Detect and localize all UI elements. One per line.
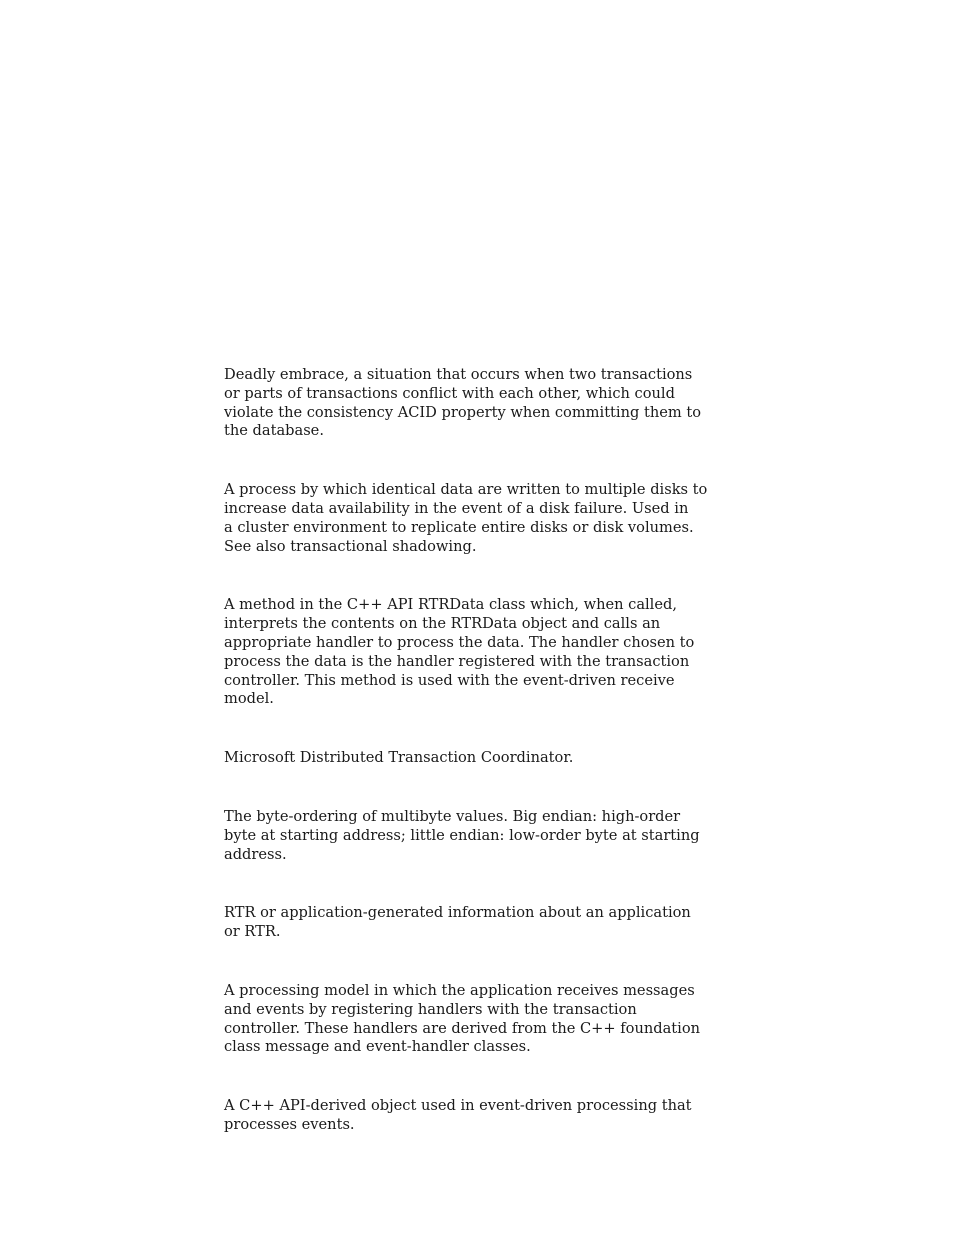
glossary-definition-dtc: Microsoft Distributed Transaction Coordinator. — [224, 749, 574, 767]
glossary-page — [224, 366, 714, 1135]
glossary-definition-deadly-embrace: Deadly embrace, a situation that occurs when two transactions or parts of transactions conflict with each other, which could violate the consistency ACID property when committing them to the database. — [224, 366, 701, 440]
glossary-definition-event: RTR or application-generated information about an application or RTR. — [224, 904, 691, 941]
glossary-definition-event-driven-processing: A processing model in which the application receives messages and events by registering handlers with the transaction controller. These handlers are derived from the C++ foundation class message and event-handler classes. — [224, 981, 701, 1056]
glossary-definition-endian: The byte-ordering of multibyte values. Big endian: high-order byte at starting address; little endian: low-order byte at starting address. — [224, 807, 700, 863]
glossary-definition-event-handler: A C++ API-derived object used in event-driven processing that processes events. — [224, 1097, 692, 1133]
glossary-definition-disk-shadowing: A process by which identical data are written to multiple disks to increase data availability in the event of a disk failure. Used in a cluster environment to replicate entire disks or disk volumes. See also transactional shadowing. — [224, 481, 708, 555]
glossary-definition-dispatch: A method in the C++ API RTRData class which, when called, interprets the contents on the RTRData object and calls an appropriate handler to process the data. The handler chosen to process the data is the handler registered with the transaction controller. This method is used with the event-driven receive model. — [224, 596, 695, 708]
